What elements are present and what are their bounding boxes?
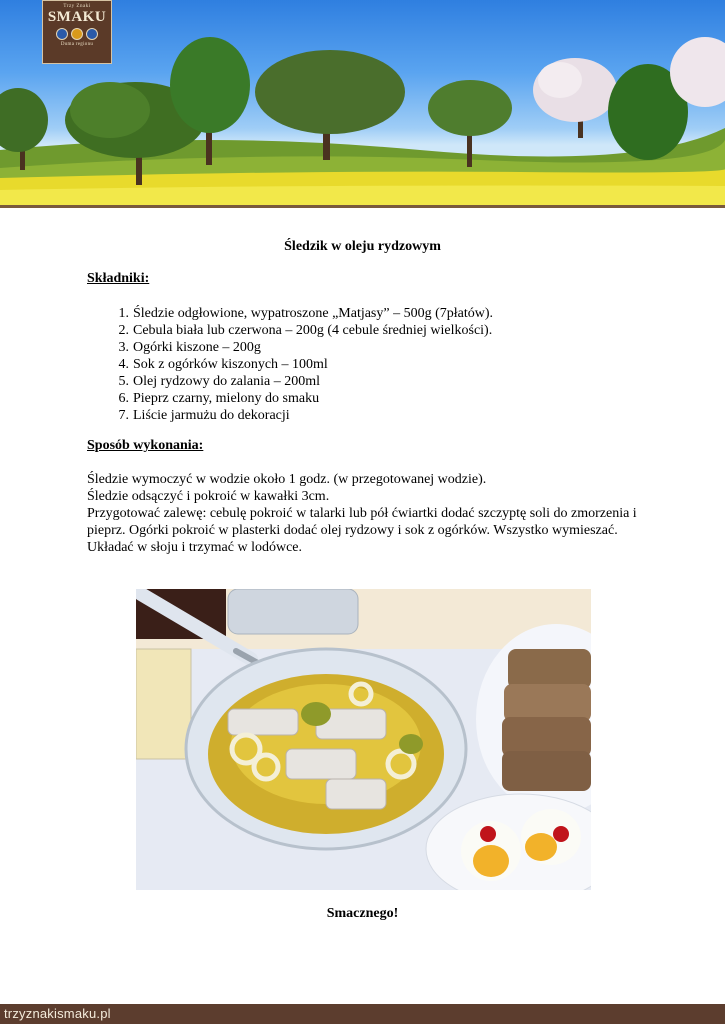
footer-bar [0,1004,725,1024]
list-item [87,356,493,373]
list-item-text: Liście jarmużu do dekoracji [133,408,290,423]
logo-main-text: SMAKU [47,9,107,25]
list-item [87,407,493,424]
list-item-text: Śledzie odgłowione, wypatroszone „Matjasy” – 500g (7płatów). [133,306,494,321]
method-line: Śledzie wymoczyć w wodzie około 1 godz. (w przegotowanej wodzie). [87,472,487,487]
method-heading: Sposób wykonania: [87,438,204,453]
logo-sub-text: Duma regionu [60,42,94,47]
list-item [87,305,493,322]
list-item-number: 3. [118,340,129,355]
list-item-text: Ogórki kiszone – 200g [133,340,261,355]
list-item [87,373,493,390]
ingredients-heading: Składniki: [87,271,150,286]
method-text [87,471,647,556]
footer-website-link[interactable]: trzyznakismaku.pl [4,1006,111,1021]
list-item-number: 7. [118,408,129,423]
dish-photo [136,589,591,890]
bread-icon [502,649,591,791]
list-item-number: 4. [118,357,129,372]
list-item-number: 1. [118,306,129,321]
list-item-text: Sok z ogórków kiszonych – 100ml [133,357,328,372]
herring-dish-illustration [136,589,591,890]
logo-seals [56,28,98,40]
method-line: Przygotować zalewę: cebulę pokroić w talarki lub pół ćwiartki dodać szczyptę soli do zmorzenia i pieprz. Ogórki pokroić w plasterki dodać olej rydzowy i sok z ogórków. Wszystko wymieszać. Układać w słoju i trzymać w lodówce. [87,506,637,555]
ingredients-list [87,305,493,424]
list-item-number: 2. [118,323,129,338]
list-item-text: Cebula biała lub czerwona – 200g (4 cebule średniej wielkości). [133,323,493,338]
list-item-number: 6. [118,391,129,406]
seal-icon [71,28,83,40]
list-item-text: Olej rydzowy do zalania – 200ml [133,374,321,389]
list-item [87,390,493,407]
list-item-number: 5. [118,374,129,389]
method-line: Śledzie odsączyć i pokroić w kawałki 3cm. [87,489,330,504]
closing-text: Smacznego! [326,906,399,921]
list-item [87,339,493,356]
seal-icon [56,28,68,40]
recipe-title: Śledzik w oleju rydzowym [284,239,441,254]
banner-divider [0,205,725,208]
header-banner [0,0,725,207]
seal-icon [86,28,98,40]
list-item-text: Pieprz czarny, mielony do smaku [133,391,320,406]
logo-top-text: Trzy Znaki [63,4,91,9]
list-item [87,322,493,339]
brand-logo [42,0,112,64]
